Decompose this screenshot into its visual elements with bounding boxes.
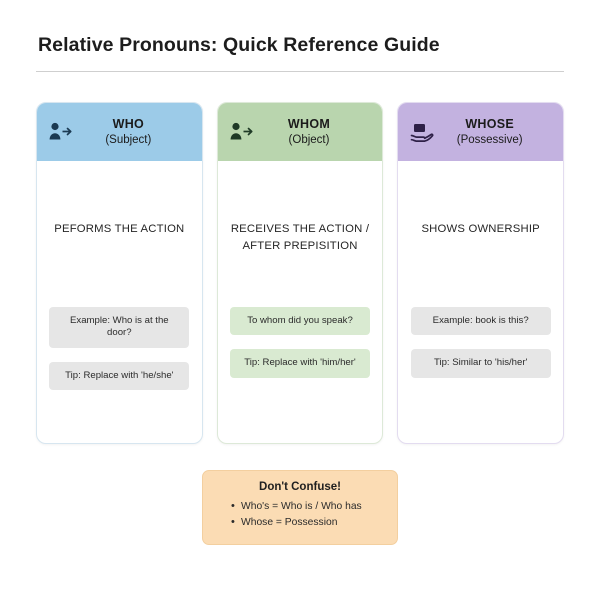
card-word-who: WHO [112, 117, 145, 131]
card-tip-who: Tip: Replace with 'he/she' [49, 362, 189, 390]
person-arrow-icon [47, 118, 75, 146]
card-header-text-whom [262, 117, 373, 147]
card-body-whose [398, 161, 563, 443]
card-header-who [37, 103, 202, 161]
card-role-whom: (Object) [288, 133, 330, 146]
card-example-whose: Example: book is this? [411, 307, 551, 335]
page-title: Relative Pronouns: Quick Reference Guide [38, 34, 440, 56]
dont-confuse-box [202, 470, 398, 545]
card-tip-whose: Tip: Similar to 'his/her' [411, 349, 551, 377]
pronoun-card-whom [217, 102, 384, 444]
footer-note-wrapper [36, 470, 564, 545]
dont-confuse-title: Don't Confuse! [259, 481, 341, 493]
hand-holding-icon [408, 118, 436, 146]
card-example-who: Example: Who is at the door? [49, 307, 189, 348]
person-arrow-icon [228, 118, 256, 146]
card-role-who: (Subject) [105, 133, 152, 146]
card-header-whom [218, 103, 383, 161]
card-example-whom: To whom did you speak? [230, 307, 370, 335]
card-function-whom: RECEIVES THE ACTION / AFTER PREPISITION [230, 223, 370, 252]
card-role-whose: (Possessive) [456, 133, 523, 146]
pronoun-card-who [36, 102, 203, 444]
list-item: • Who's = Who is / Who has [231, 499, 385, 515]
card-word-whom: WHOM [287, 117, 331, 131]
card-header-text-whose [442, 117, 553, 147]
pronoun-card-whose [397, 102, 564, 444]
pronoun-card-list [36, 102, 564, 444]
card-function-who: PEFORMS THE ACTION [54, 223, 185, 235]
card-word-whose: WHOSE [465, 117, 515, 131]
card-body-who [37, 161, 202, 443]
card-tip-whom: Tip: Replace with 'him/her' [230, 349, 370, 377]
card-header-text-who [81, 117, 192, 147]
title-divider [36, 71, 564, 72]
card-function-whose: SHOWS OWNERSHIP [421, 223, 540, 235]
card-header-whose [398, 103, 563, 161]
card-body-whom [218, 161, 383, 443]
dont-confuse-list [215, 499, 385, 532]
list-item: • Whose = Possession [231, 515, 385, 531]
